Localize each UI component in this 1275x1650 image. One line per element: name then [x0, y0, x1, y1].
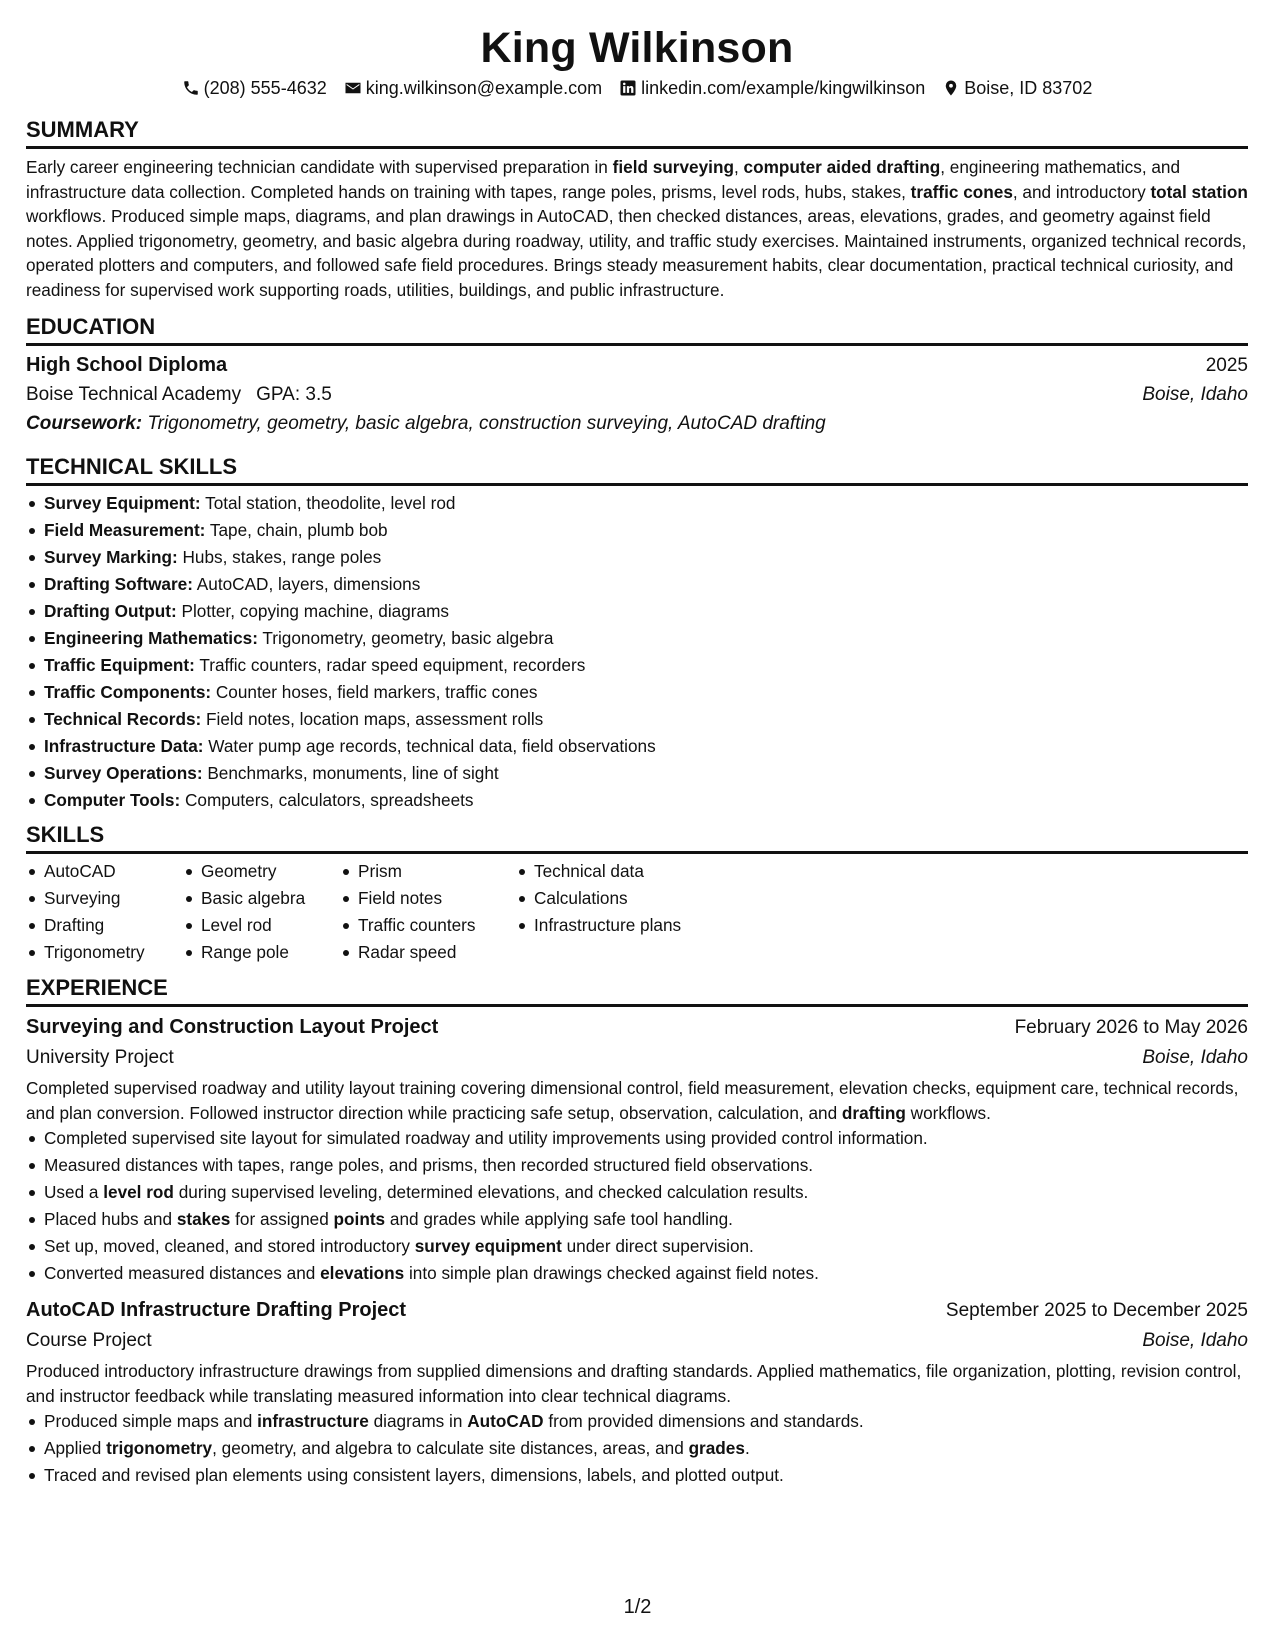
- list-item: [26, 490, 1248, 517]
- list-item: Trigonometry: [26, 939, 183, 966]
- text-run: for assigned: [230, 1209, 334, 1229]
- skill-value: Computers, calculators, spreadsheets: [180, 790, 474, 810]
- skill-value: Total station, theodolite, level rod: [200, 493, 456, 513]
- skills-column: [26, 858, 183, 966]
- skill-value: AutoCAD, layers, dimensions: [192, 574, 421, 594]
- entry-title-row: [26, 1295, 1248, 1326]
- school-row: [26, 380, 1248, 409]
- text-run: ,: [733, 157, 744, 177]
- skill-label: Computer Tools:: [44, 790, 181, 810]
- bold-text: infrastructure: [257, 1411, 369, 1431]
- list-item: [26, 1462, 1248, 1489]
- list-item: [26, 625, 1248, 652]
- coursework-text: Trigonometry, geometry, basic algebra, construction surveying, AutoCAD drafting: [142, 413, 826, 434]
- list-item: [26, 517, 1248, 544]
- graduation-year: 2025: [1205, 355, 1248, 376]
- bold-text: drafting: [841, 1102, 906, 1123]
- page-number: 1/2: [623, 1596, 652, 1618]
- bold-text: survey equipment: [414, 1236, 562, 1256]
- contact-linkedin[interactable]: [619, 76, 925, 100]
- skill-label: Traffic Equipment:: [44, 655, 195, 675]
- entry-bullets: [26, 1125, 1248, 1287]
- entry-bullets: [26, 1408, 1248, 1489]
- list-item: [26, 679, 1248, 706]
- skills-column: [340, 858, 516, 966]
- list-item: [26, 1260, 1248, 1287]
- text-run: Set up, moved, cleaned, and stored introductory: [44, 1236, 415, 1256]
- list-item: [26, 544, 1248, 571]
- education-row: [26, 351, 1248, 380]
- bold-text: stakes: [176, 1209, 231, 1229]
- skill-label: Field Measurement:: [44, 520, 206, 540]
- contact-phone[interactable]: [182, 76, 327, 100]
- skill-label: Traffic Components:: [44, 682, 212, 702]
- school-name: Boise Technical Academy: [26, 384, 242, 405]
- entry-title: AutoCAD Infrastructure Drafting Project: [26, 1299, 407, 1321]
- bold-text: computer aided drafting: [743, 157, 941, 177]
- list-item: [26, 1152, 1248, 1179]
- text-run: Completed supervised site layout for simulated roadway and utility improvements using provided control information.: [44, 1128, 928, 1148]
- list-item: AutoCAD: [26, 858, 183, 885]
- summary-heading: SUMMARY: [26, 117, 1248, 149]
- text-run: Early career engineering technician candidate with supervised preparation in: [26, 157, 613, 177]
- linkedin-text: linkedin.com/example/kingwilkinson: [641, 78, 926, 98]
- skill-label: Drafting Output:: [44, 601, 177, 621]
- bold-text: points: [333, 1209, 386, 1229]
- text-run: under direct supervision.: [561, 1236, 754, 1256]
- entry-location: Boise, Idaho: [1142, 1047, 1248, 1068]
- list-item: Range pole: [183, 939, 340, 966]
- text-run: Used a: [44, 1182, 104, 1202]
- list-item: Field notes: [340, 885, 516, 912]
- skill-label: Drafting Software:: [44, 574, 193, 594]
- list-item: [26, 1408, 1248, 1435]
- bold-text: traffic cones: [910, 181, 1013, 202]
- skill-value: Traffic counters, radar speed equipment, recorders: [194, 655, 586, 675]
- list-item: [26, 598, 1248, 625]
- text-run: and grades while applying safe tool handling.: [385, 1209, 733, 1229]
- skill-label: Survey Equipment:: [44, 493, 201, 513]
- skill-label: Technical Records:: [44, 709, 202, 729]
- list-item: Prism: [340, 858, 516, 885]
- text-run: diagrams in: [368, 1411, 468, 1431]
- envelope-icon: [344, 79, 362, 97]
- list-item: [26, 760, 1248, 787]
- school-info: [26, 380, 332, 409]
- phone-text: (208) 555-4632: [203, 78, 327, 98]
- skill-value: Field notes, location maps, assessment rolls: [201, 709, 544, 729]
- text-run: Applied: [44, 1438, 107, 1458]
- entry-summary: [26, 1359, 1248, 1408]
- bold-text: level rod: [103, 1182, 174, 1202]
- skills-column: [516, 858, 736, 966]
- skills-grid: [26, 858, 1248, 966]
- list-item: [26, 733, 1248, 760]
- entry-org: Course Project: [26, 1330, 152, 1351]
- text-run: , geometry, and algebra to calculate site distances, areas, and: [212, 1438, 689, 1458]
- coursework-label: Coursework:: [26, 413, 143, 434]
- list-item: Traffic counters: [340, 912, 516, 939]
- bold-text: total station: [1150, 181, 1248, 202]
- linkedin-icon: [619, 79, 637, 97]
- text-run: into simple plan drawings checked against field notes.: [404, 1263, 819, 1283]
- coursework: [26, 409, 1248, 438]
- skill-label: Infrastructure Data:: [44, 736, 204, 756]
- entry-dates: February 2026 to May 2026: [1014, 1017, 1248, 1038]
- skill-value: Benchmarks, monuments, line of sight: [202, 763, 499, 783]
- text-run: Traced and revised plan elements using consistent layers, dimensions, labels, and plotted output.: [44, 1465, 784, 1485]
- skill-value: Counter hoses, field markers, traffic cones: [211, 682, 538, 702]
- contact-location: [942, 76, 1092, 100]
- skills-column: [183, 858, 340, 966]
- skills-heading: SKILLS: [26, 822, 1248, 854]
- technical-skills-heading: TECHNICAL SKILLS: [26, 454, 1248, 486]
- list-item: Surveying: [26, 885, 183, 912]
- entry-org-row: [26, 1326, 1248, 1356]
- list-item: [26, 571, 1248, 598]
- skill-label: Survey Operations:: [44, 763, 203, 783]
- text-run: , and introductory: [1012, 181, 1151, 202]
- experience-entry: [26, 1295, 1248, 1489]
- list-item: Geometry: [183, 858, 340, 885]
- technical-skills-list: [26, 490, 1248, 814]
- gpa: GPA: 3.5: [256, 384, 332, 405]
- map-pin-icon: [942, 79, 960, 97]
- skill-value: Plotter, copying machine, diagrams: [176, 601, 449, 621]
- resume-page: [26, 22, 1248, 1489]
- bold-text: grades: [688, 1438, 745, 1458]
- entry-location: Boise, Idaho: [1142, 1330, 1248, 1351]
- skill-value: Trigonometry, geometry, basic algebra: [257, 628, 554, 648]
- skill-value: Water pump age records, technical data, field observations: [203, 736, 656, 756]
- bold-text: trigonometry: [106, 1438, 213, 1458]
- text-run: from provided dimensions and standards.: [543, 1411, 864, 1431]
- list-item: [26, 652, 1248, 679]
- entry-title: Surveying and Construction Layout Project: [26, 1016, 439, 1038]
- list-item: [26, 1435, 1248, 1462]
- text-run: during supervised leveling, determined elevations, and checked calculation results.: [173, 1182, 809, 1202]
- summary-text: [26, 155, 1248, 302]
- bold-text: elevations: [320, 1263, 405, 1283]
- list-item: [26, 1206, 1248, 1233]
- candidate-name: King Wilkinson: [480, 24, 794, 72]
- text-run: Produced introductory infrastructure drawings from supplied dimensions and drafting standards. Applied mathematics, file organization, plotting, revision control, and instructor feedback while translating measured information into clear technical diagrams.: [26, 1361, 1242, 1406]
- list-item: Infrastructure plans: [516, 912, 736, 939]
- entry-summary: [26, 1076, 1248, 1125]
- email-text: king.wilkinson@example.com: [365, 78, 603, 98]
- text-run: Placed hubs and: [44, 1209, 177, 1229]
- list-item: Level rod: [183, 912, 340, 939]
- bold-text: AutoCAD: [467, 1411, 544, 1431]
- list-item: [26, 1179, 1248, 1206]
- list-item: [26, 706, 1248, 733]
- list-item: Radar speed: [340, 939, 516, 966]
- list-item: Technical data: [516, 858, 736, 885]
- list-item: [26, 1125, 1248, 1152]
- list-item: [26, 787, 1248, 814]
- contact-email[interactable]: [344, 76, 602, 100]
- entry-org: University Project: [26, 1047, 174, 1068]
- skill-label: Survey Marking:: [44, 547, 178, 567]
- location-text: Boise, ID 83702: [964, 78, 1093, 98]
- list-item: [26, 1233, 1248, 1260]
- list-item: Drafting: [26, 912, 183, 939]
- skill-value: Hubs, stakes, range poles: [177, 547, 382, 567]
- education-heading: EDUCATION: [26, 314, 1248, 346]
- text-run: Measured distances with tapes, range poles, and prisms, then recorded structured field observations.: [44, 1155, 814, 1175]
- text-run: Produced simple maps and: [44, 1411, 258, 1431]
- text-run: , engineering mathematics, and infrastructure data collection. Completed hands on training with tapes, range poles, prisms, level rods, hubs, stakes,: [26, 157, 1181, 202]
- entry-dates: September 2025 to December 2025: [945, 1300, 1248, 1321]
- text-run: Completed supervised roadway and utility layout training covering dimensional control, field measurement, elevation checks, equipment care, technical records, and plan conversion. Followed instructor direction while practicing safe setup, observation, calculation, and: [26, 1078, 1239, 1123]
- experience-heading: EXPERIENCE: [26, 975, 1248, 1007]
- school-location: Boise, Idaho: [1142, 384, 1248, 405]
- skill-label: Engineering Mathematics:: [44, 628, 258, 648]
- text-run: Converted measured distances and: [44, 1263, 321, 1283]
- bold-text: field surveying: [612, 157, 734, 177]
- phone-icon: [182, 79, 200, 97]
- text-run: .: [744, 1438, 750, 1458]
- list-item: Calculations: [516, 885, 736, 912]
- skill-value: Tape, chain, plumb bob: [205, 520, 388, 540]
- entry-org-row: [26, 1043, 1248, 1073]
- contact-bar: [26, 76, 1248, 100]
- text-run: workflows. Produced simple maps, diagrams, and plan drawings in AutoCAD, then checked distances, areas, elevations, grades, and geometry against field notes. Applied trigonometry, geometry, and basic algebra during roadway, utility, and traffic study exercises. Maintained instruments, organized technical records, operated plotters and computers, and followed safe field procedures. Brings steady measurement habits, clear documentation, practical technical curiosity, and readiness for supervised work supporting roads, utilities, buildings, and public infrastructure.: [26, 206, 1247, 300]
- text-run: workflows.: [905, 1102, 991, 1123]
- list-item: Basic algebra: [183, 885, 340, 912]
- degree-title: High School Diploma: [26, 354, 228, 376]
- experience-entry: [26, 1012, 1248, 1287]
- entry-title-row: [26, 1012, 1248, 1043]
